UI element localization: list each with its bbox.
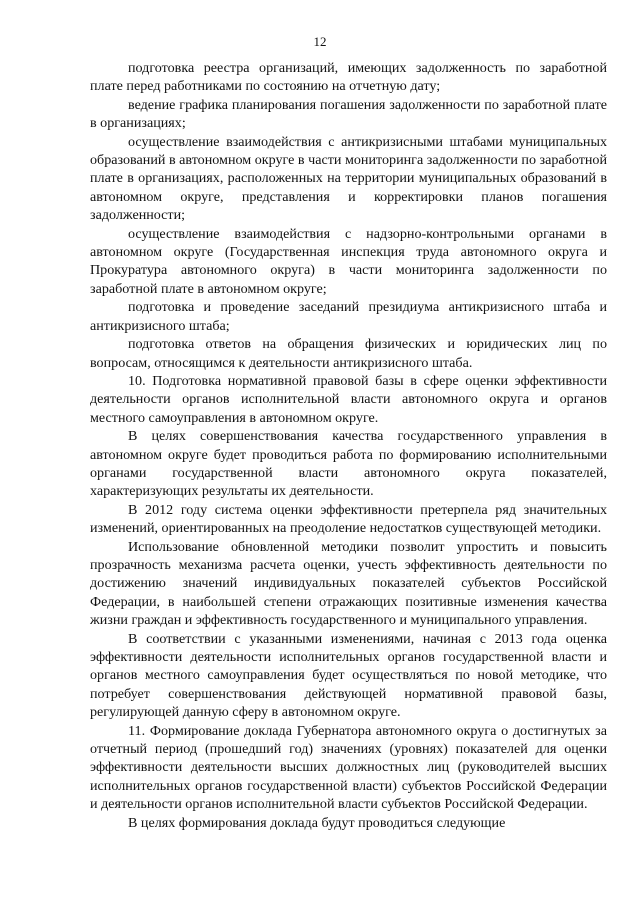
paragraph: В целях формирования доклада будут проводиться следующие: [128, 814, 506, 831]
paragraph: В целях совершенствования качества государственного управления в автономном округе будет проводиться работа по формированию исполнительными органами государственной власти автономного округа показателей, характеризующих результаты их деятельности.: [90, 428, 607, 500]
section-heading-10: 10. Подготовка нормативной правовой базы в сфере оценки эффективности деятельности органов исполнительной власти автономного округа и органов местного самоуправления в автономном округе.: [90, 372, 607, 426]
paragraph: осуществление взаимодействия с антикризисными штабами муниципальных образований в автономном округе в части мониторинга задолженности по заработной плате в организациях, расположенных на территории муниципальных образований в автономном округе, представления и корректировки планов погашения задолженности;: [90, 133, 607, 224]
paragraph: Использование обновленной методики позволит упростить и повысить прозрачность механизма расчета оценки, учесть эффективность деятельности по достижению значений индивидуальных показателей субъектов Российской Федерации, в наибольшей степени отражающих позитивные изменения качества жизни граждан и эффективность государственного и муниципального управления.: [90, 538, 607, 629]
paragraph: В 2012 году система оценки эффективности претерпела ряд значительных изменений, ориентированных на преодоление недостатков существующей методики.: [90, 501, 607, 537]
paragraph: подготовка ответов на обращения физических и юридических лиц по вопросам, относящимся к деятельности антикризисного штаба.: [90, 336, 607, 371]
paragraph: В соответствии с указанными изменениями, начиная с 2013 года оценка эффективности деятельности исполнительных органов государственной власти и органов местного самоуправления будет осуществляться по новой методике, что потребует совершенствования действующей нормативной правовой базы, регулирующей данную сферу в автономном округе.: [90, 630, 607, 721]
document-body: [90, 59, 607, 832]
paragraph: подготовка и проведение заседаний президиума антикризисного штаба и антикризисного штаба;: [90, 299, 607, 334]
page-number: 12: [313, 34, 327, 49]
section-heading-11: 11. Формирование доклада Губернатора автономного округа о достигнутых за отчетный период (прошедший год) значениях (уровнях) показателей для оценки эффективности деятельности высших должностных лиц (руководителей высших исполнительных органов государственной власти) субъектов Российской Федерации и деятельности органов исполнительной власти субъектов Российской Федерации.: [90, 722, 607, 813]
paragraph: осуществление взаимодействия с надзорно-контрольными органами в автономном округе (Государственная инспекция труда автономного округа и Прокуратура автономного округа) в части мониторинга задолженности по заработной плате в автономном округе;: [90, 225, 607, 297]
paragraph: ведение графика планирования погашения задолженности по заработной плате в организациях;: [90, 96, 607, 132]
paragraph: подготовка реестра организаций, имеющих задолженность по заработной плате перед работниками по состоянию на отчетную дату;: [90, 60, 607, 95]
